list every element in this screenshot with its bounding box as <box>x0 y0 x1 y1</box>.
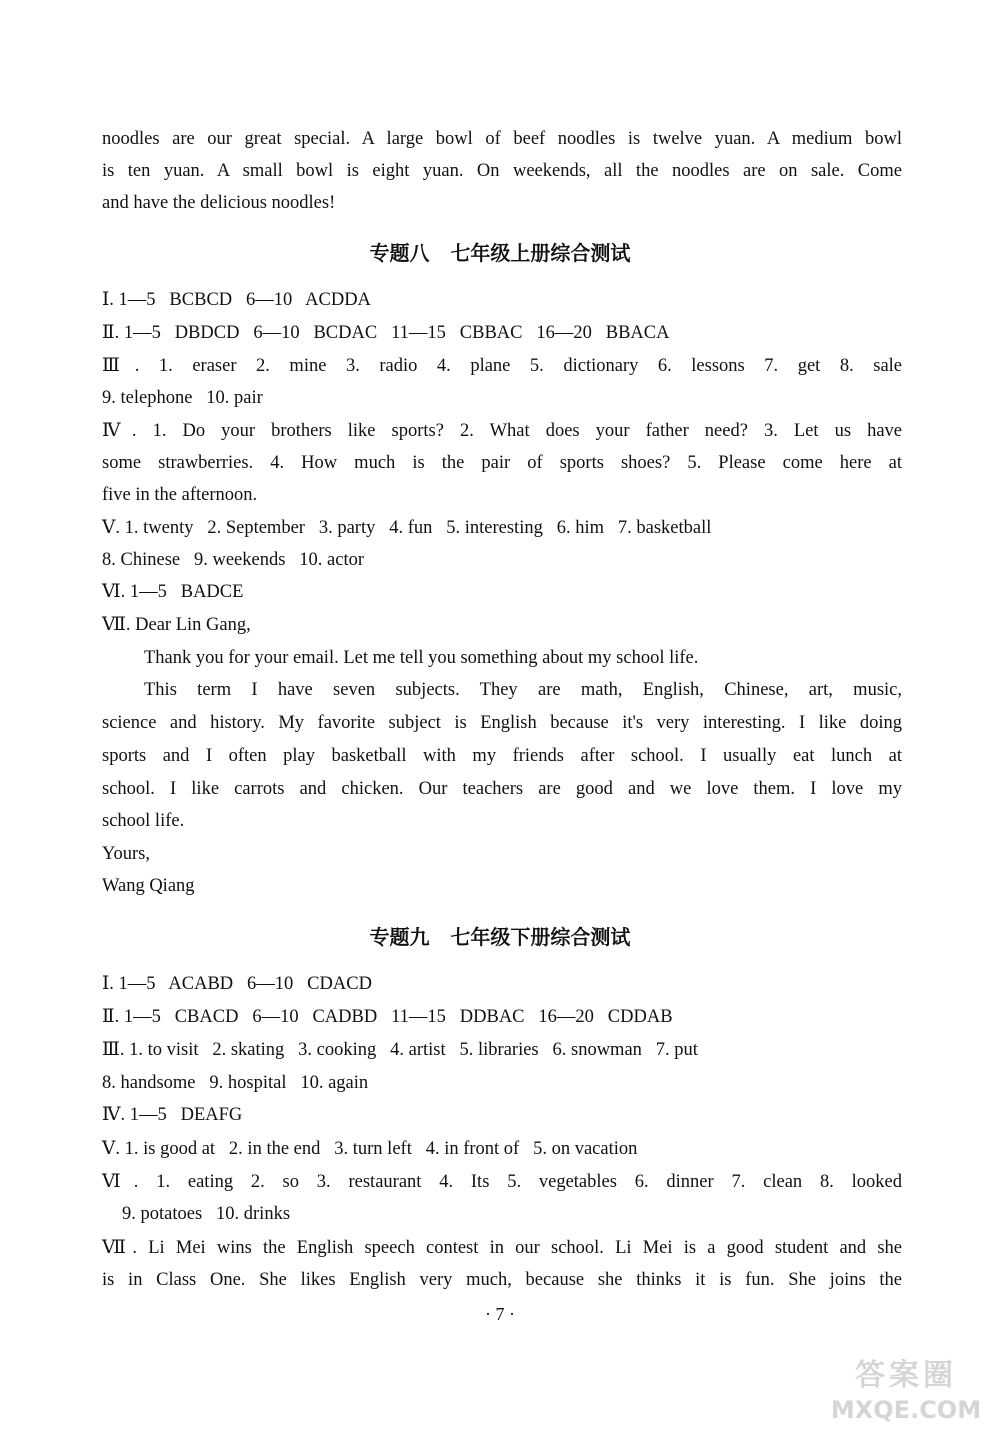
text-line: noodles are our great special. A large bowl of beef noodles is twelve yuan. A medium bowl <box>102 129 902 149</box>
essay-line: Thank you for your email. Let me tell you something about my school life. <box>144 648 699 668</box>
watermark-glyphs: 答案圈 <box>855 1358 957 1393</box>
answer-line: Ⅱ. 1—5 CBACD 6—10 CADBD 11—15 DDBAC 16—20 CDDAB <box>102 1007 673 1027</box>
answer-line: Ⅲ. 1. to visit 2. skating 3. cooking 4. artist 5. libraries 6. snowman 7. put <box>102 1040 698 1060</box>
essay-line: This term I have seven subjects. They are math, English, Chinese, art, music, <box>144 680 902 700</box>
essay-line: Wang Qiang <box>102 876 195 896</box>
answer-line: Ⅴ. 1. twenty 2. September 3. party 4. fun 5. interesting 6. him 7. basketball <box>102 518 712 538</box>
essay-line: school. I like carrots and chicken. Our teachers are good and we love them. I love my <box>102 779 902 799</box>
answer-line: Ⅱ. 1—5 DBDCD 6—10 BCDAC 11—15 CBBAC 16—20 BBACA <box>102 323 670 343</box>
page-number: · 7 · <box>485 1304 515 1324</box>
essay-line: sports and I often play basketball with my friends after school. I usually eat lunch at <box>102 746 902 766</box>
section-heading: 专题九 七年级下册综合测试 <box>369 925 631 949</box>
answer-line: 8. Chinese 9. weekends 10. actor <box>102 550 365 570</box>
answer-line: five in the afternoon. <box>102 485 258 505</box>
answer-line: Ⅴ. 1. is good at 2. in the end 3. turn left 4. in front of 5. on vacation <box>102 1139 638 1159</box>
answer-line: Ⅰ. 1—5 BCBCD 6—10 ACDDA <box>102 290 371 310</box>
watermark-url: MXQE.COM <box>830 1396 982 1424</box>
answer-line: Ⅳ. 1. Do your brothers like sports? 2. What does your father need? 3. Let us have <box>102 421 902 441</box>
section-heading: 专题八 七年级上册综合测试 <box>369 241 631 265</box>
watermark-logo <box>818 1358 994 1428</box>
answer-line: Ⅲ. 1. eraser 2. mine 3. radio 4. plane 5. dictionary 6. lessons 7. get 8. sale <box>102 356 902 376</box>
answer-line: Ⅳ. 1—5 DEAFG <box>102 1105 243 1125</box>
answer-line: Ⅶ. Dear Lin Gang, <box>102 615 251 635</box>
answer-line: Ⅵ. 1. eating 2. so 3. restaurant 4. Its 5. vegetables 6. dinner 7. clean 8. looked <box>102 1172 902 1192</box>
answer-line: 8. handsome 9. hospital 10. again <box>102 1073 369 1093</box>
essay-line: is in Class One. She likes English very much, because she thinks it is fun. She joins the <box>102 1270 902 1290</box>
answer-line: Ⅰ. 1—5 ACABD 6—10 CDACD <box>102 974 372 994</box>
text-line: and have the delicious noodles! <box>102 193 336 213</box>
essay-line: Ⅶ. Li Mei wins the English speech contest in our school. Li Mei is a good student and she <box>102 1238 902 1258</box>
text-line: is ten yuan. A small bowl is eight yuan. On weekends, all the noodles are on sale. Come <box>102 161 902 181</box>
answer-line: 9. telephone 10. pair <box>102 388 263 408</box>
answer-line: some strawberries. 4. How much is the pair of sports shoes? 5. Please come here at <box>102 453 902 473</box>
answer-line: 9. potatoes 10. drinks <box>122 1204 291 1224</box>
essay-line: Yours, <box>102 844 150 864</box>
essay-line: science and history. My favorite subject is English because it's very interesting. I like doing <box>102 713 902 733</box>
answer-line: Ⅵ. 1—5 BADCE <box>102 582 244 602</box>
essay-line: school life. <box>102 811 185 831</box>
